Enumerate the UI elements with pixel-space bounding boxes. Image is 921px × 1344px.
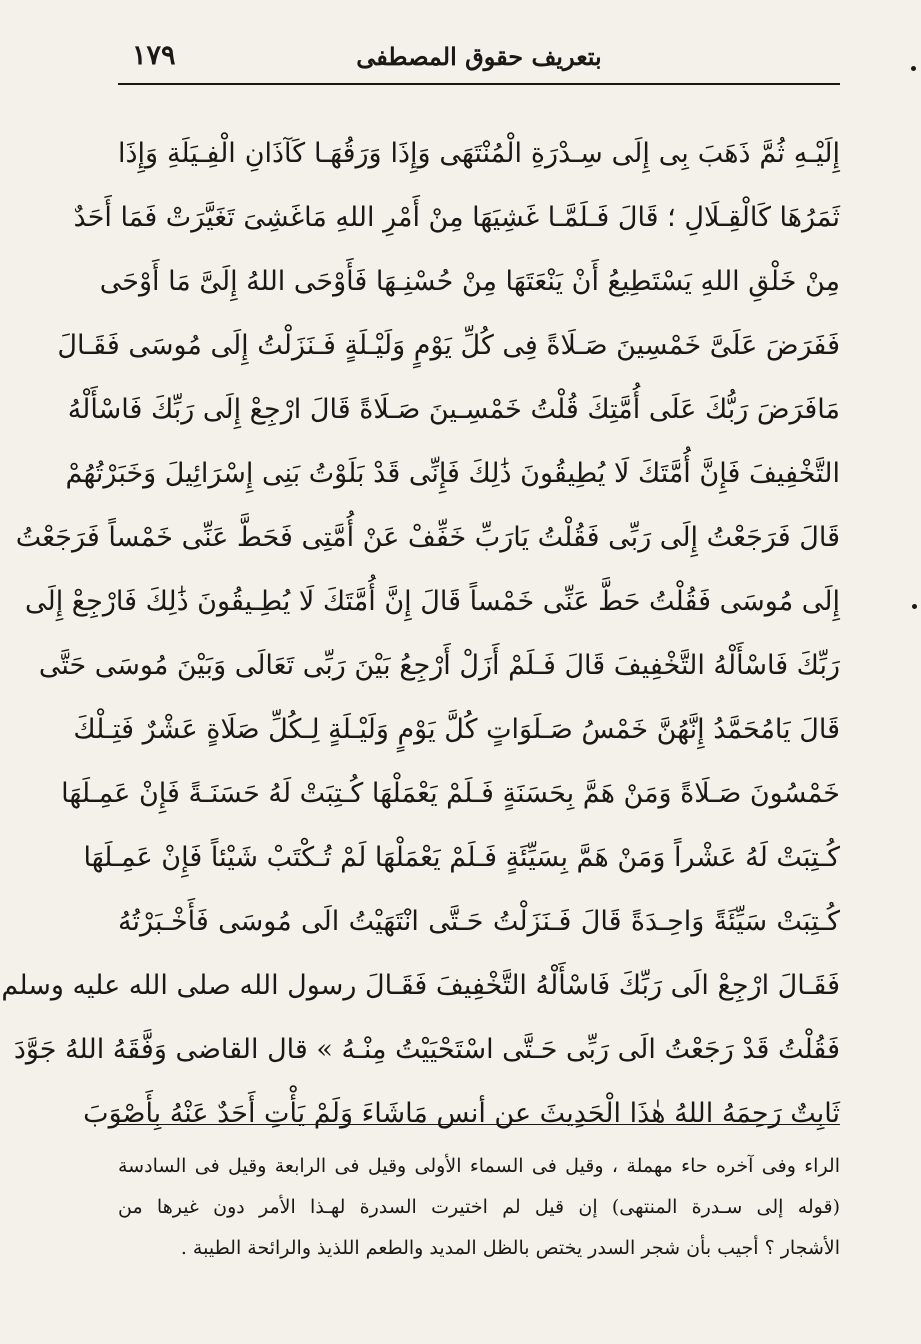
main-text [1, 122, 841, 1146]
text-line: فَقَـالَ ارْجِعْ الَى رَبِّكَ فَاسْأَلْهُ التَّخْفِيفَ فَقَـالَ رسول الله صلى الله عليه وسلم [1, 970, 840, 1001]
footnote-line: الأشجار ؟ أجيب بأن شجر السدر يختص بالظل المديد والطعم اللذيذ والرائحة الطيبة . [180, 1237, 840, 1259]
text-line: ثَابِتٌ رَحِمَهُ اللهُ هٰذَا الْحَدِيثَ عن أنس مَاشَاءَ وَلَمْ يَأْتِ أَحَدٌ عَنْهُ بِأَصْوَبَ [83, 1098, 840, 1129]
text-line: فَقُلْتُ قَدْ رَجَعْتُ الَى رَبِّى حَـتَّى اسْتَحْيَيْتُ مِنْـهُ » قال القاضى وَفَّقَهُ اللهُ جَوَّدَ [13, 1034, 840, 1065]
text-line: التَّخْفِيفَ فَإِنَّ أُمَّتَكَ لَا يُطِيقُونَ ذَٰلِكَ فَإِنِّى قَدْ بَلَوْتُ بَنِى إِسْرَائِيلَ وَخَبَرْتُهُمْ [65, 458, 840, 489]
footnotes [118, 1146, 840, 1269]
text-line: ثَمَرُهَا كَالْقِـلَالِ ؛ قَالَ فَـلَمَّـا غَشِيَهَا مِنْ أَمْرِ اللهِ مَاغَشِىَ تَغَيَّرَتْ فَمَا أَحَدٌ [73, 202, 840, 233]
text-line: قَالَ فَرَجَعْتُ إِلَى رَبِّى فَقُلْتُ يَارَبِّ خَفِّفْ عَنْ أُمَّتِى فَحَطَّ عَنِّى خَمْساً فَرَجَعْتُ [15, 522, 840, 553]
page-number: ١٧٩ [132, 40, 176, 71]
margin-mark [911, 66, 916, 71]
text-line: إِلَى مُوسَى فَقُلْتُ حَطَّ عَنِّى خَمْساً قَالَ إِنَّ أُمَّتَكَ لَا يُطِـيقُونَ ذَٰلِكَ فَارْجِعْ إِلَى [24, 586, 840, 617]
text-line: رَبِّكَ فَاسْأَلْهُ التَّخْفِيفَ قَالَ فَـلَمْ أَزَلْ أَرْجِعُ بَيْنَ رَبِّى تَعَالَى وَبَيْنَ مُوسَى حَتَّى [38, 650, 840, 681]
footnote-line: (قوله إلى سـدرة المنتهى) إن قيل لم اختيرت السدرة لهـذا الأمر دون غيرها من [118, 1196, 840, 1218]
text-line: مِنْ خَلْقِ اللهِ يَسْتَطِيعُ أَنْ يَنْعَتَهَا مِنْ حُسْنِـهَا فَأَوْحَى اللهُ إِلَىَّ مَا أَوْحَى [99, 266, 840, 297]
header-title: بتعريف حقوق المصطفى [356, 42, 602, 71]
footnote-rule [118, 1124, 840, 1125]
running-header [118, 38, 840, 78]
text-line: كُـتِبَتْ سَيِّئَةً وَاحِـدَةً قَالَ فَـنَزَلْتُ حَـتَّى انْتَهَيْتُ الَى مُوسَى فَأَخْـبَرْتُهُ [118, 906, 841, 937]
header-rule [118, 83, 840, 85]
text-line: فَفَرَضَ عَلَىَّ خَمْسِينَ صَـلَاةً فِى كُلِّ يَوْمٍ وَلَيْـلَةٍ فَـنَزَلْتُ إِلَى مُوسَى فَقَـالَ [57, 330, 840, 361]
text-line: قَالَ يَامُحَمَّدُ إِنَّهُنَّ خَمْسُ صَـلَوَاتٍ كُلَّ يَوْمٍ وَلَيْـلَةٍ لِـكُلِّ صَلَاةٍ عَشْرٌ فَتِـلْكَ [73, 714, 840, 745]
margin-mark [912, 604, 917, 609]
text-line: خَمْسُونَ صَـلَاةً وَمَنْ هَمَّ بِحَسَنَةٍ فَـلَمْ يَعْمَلْهَا كُـتِبَتْ لَهُ حَسَنَـةً فَإِنْ عَمِـلَهَا [61, 778, 840, 809]
text-line: كُـتِبَتْ لَهُ عَشْراً وَمَنْ هَمَّ بِسَيِّئَةٍ فَـلَمْ يَعْمَلْهَا لَمْ تُـكْتَبْ شَيْئاً فَإِنْ عَمِـلَهَا [83, 842, 840, 873]
footnote-line: الراء وفى آخره حاء مهملة ، وقيل فى السماء الأولى وقيل فى الرابعة وقيل فى السادسة [118, 1155, 840, 1177]
text-line: إِلَيْـهِ ثُمَّ ذَهَبَ بِى إِلَى سِـدْرَةِ الْمُنْتَهَى وَإِذَا وَرَقُهَـا كَآذَانِ الْفِـيَلَةِ وَإِذَا [118, 138, 840, 169]
text-line: مَافَرَضَ رَبُّكَ عَلَى أُمَّتِكَ قُلْتُ خَمْسِـينَ صَـلَاةً قَالَ ارْجِعْ إِلَى رَبِّكَ فَاسْأَلْهُ [67, 394, 840, 425]
